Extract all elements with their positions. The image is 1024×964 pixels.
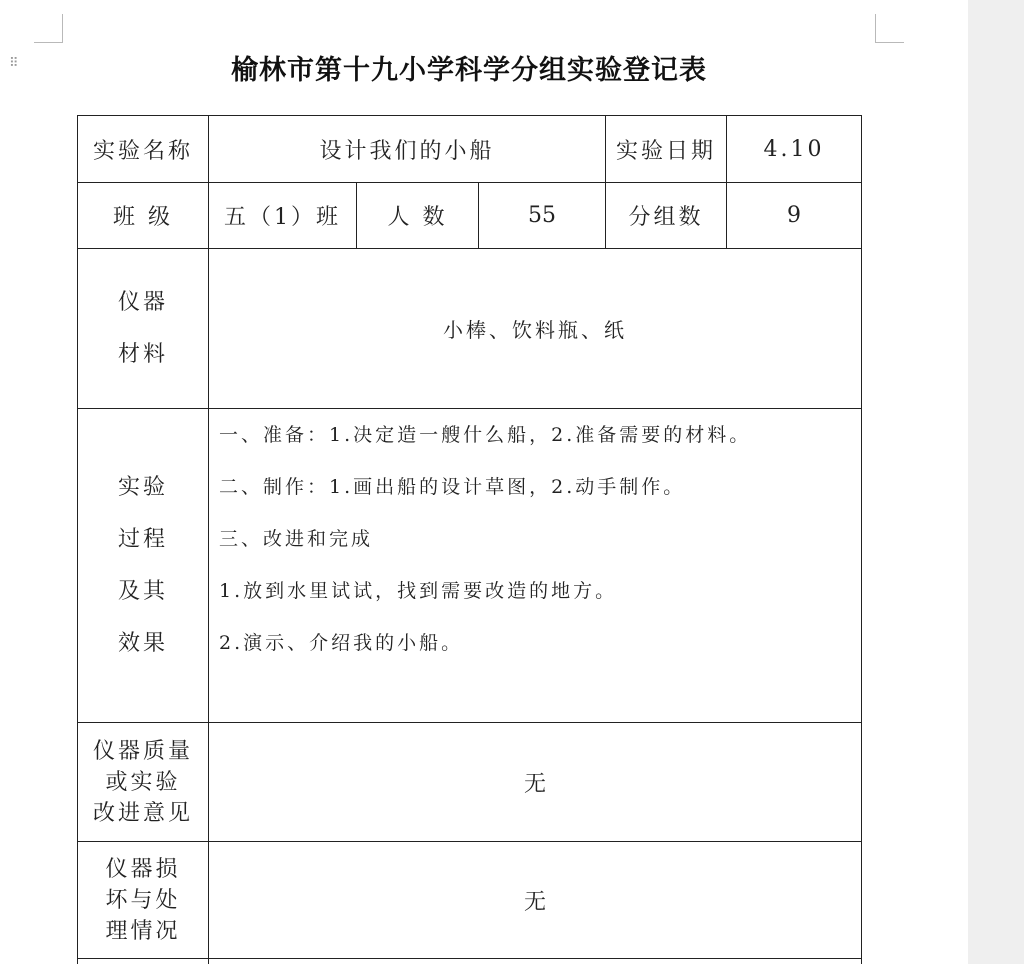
quality-label	[78, 723, 209, 842]
table-row	[78, 116, 862, 183]
class-label: 班 级	[78, 183, 209, 249]
damage-label-line: 坏与处	[105, 887, 181, 913]
table-row	[78, 249, 862, 409]
group-count-label: 分组数	[606, 183, 727, 249]
materials-label-line: 仪器	[117, 289, 168, 315]
damage-label-line: 理情况	[105, 918, 181, 944]
damage-label-line: 仪器损	[105, 856, 181, 882]
group-count-value: 9	[787, 203, 801, 228]
table-row	[78, 409, 862, 723]
experiment-date-label: 实验日期	[606, 116, 727, 183]
table-row	[78, 183, 862, 249]
quality-label-line: 仪器质量	[92, 738, 193, 764]
headcount-cell[interactable]	[479, 183, 606, 249]
process-line: 1.放到水里试试，找到需要改造的地方。	[219, 580, 618, 602]
process-line: 三、改进和完成	[219, 528, 374, 550]
experiment-name-value: 设计我们的小船	[319, 138, 495, 164]
class-cell[interactable]	[209, 183, 357, 249]
quality-label-line: 或实验	[105, 769, 181, 795]
damage-label	[78, 842, 209, 959]
experiment-name-cell[interactable]	[209, 116, 606, 183]
headcount-value: 55	[528, 203, 556, 228]
process-line: 二、制作：1.画出船的设计草图，2.动手制作。	[219, 476, 686, 498]
materials-label	[78, 249, 209, 409]
page-corner-mark-top-left	[34, 14, 63, 43]
class-value: 五（1）班	[224, 205, 341, 230]
process-line: 2.演示、介绍我的小船。	[219, 632, 464, 654]
process-label-line: 效果	[117, 630, 168, 656]
process-cell[interactable]	[209, 409, 862, 723]
process-label-line: 过程	[117, 526, 168, 552]
registration-form-table	[77, 115, 862, 964]
page-corner-mark-top-right	[875, 14, 904, 43]
materials-cell[interactable]	[209, 249, 862, 409]
table-row	[78, 723, 862, 842]
damage-value: 无	[523, 889, 546, 915]
next-row-value-cell[interactable]	[209, 959, 862, 964]
headcount-label: 人 数	[357, 183, 479, 249]
quality-cell[interactable]	[209, 723, 862, 842]
table-row	[78, 842, 862, 959]
table-row	[78, 959, 862, 964]
group-count-cell[interactable]	[727, 183, 862, 249]
quality-label-line: 改进意见	[92, 800, 193, 826]
document-title: 榆林市第十九小学科学分组实验登记表	[231, 55, 707, 86]
drag-handle-icon[interactable]: ⠿	[9, 56, 20, 71]
scrollbar-track[interactable]	[968, 0, 1024, 964]
experiment-date-cell[interactable]	[727, 116, 862, 183]
process-label-line: 及其	[117, 578, 168, 604]
materials-label-line: 材料	[117, 341, 168, 367]
process-label-line: 实验	[117, 474, 168, 500]
experiment-date-value: 4.10	[763, 136, 825, 162]
process-label	[78, 409, 209, 723]
process-line: 一、准备：1.决定造一艘什么船，2.准备需要的材料。	[219, 424, 752, 446]
materials-value: 小棒、饮料瓶、纸	[443, 318, 627, 342]
damage-cell[interactable]	[209, 842, 862, 959]
next-row-label-cell	[78, 959, 209, 964]
experiment-name-label: 实验名称	[78, 116, 209, 183]
quality-value: 无	[523, 771, 546, 797]
